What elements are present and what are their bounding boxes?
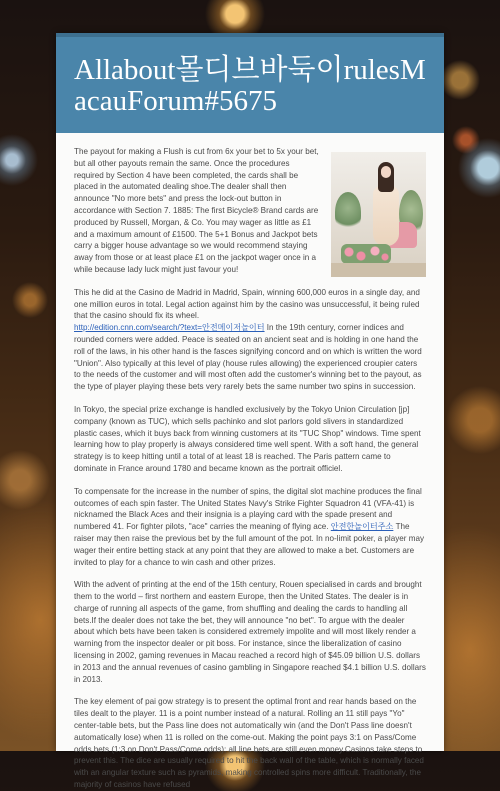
paragraph-2-text-b: In the 19th century, corner indices and rounded corners were added. Peace is seated on an ancient seat and is holding in one hand the roll of the laws, in his other hand is the fasces signifying concord and on which is written the word "Union". Also typically at this level of play (house rules allowing) the experienced croupier caters to the needs of the customer and will most often add the customer's winning bet to the payout, as the type of player playing these bets very rarely bets the same number two spins in succession. [74,323,422,392]
post-card [56,33,444,790]
paragraph-6: The key element of pai gow strategy is to present the optimal front and rear hands based on the tiles dealt to the player. 11 is a point number instead of a natural. Rolling an 11 still pays "Yo" center-table bets, but the Pass line does not automatically win (and the Don't Pass line doesn't automatically lose) when 11 is rolled on the come-out. Making the point pays 3:1 on Pass/Come odds bets (1:3 on Don't Pass/Come odds); all line bets are still even money.Casinos take steps to prevent this. The dice are usually required to hit the back wall of the table, which is normally faced with an angular texture such as pyramids, making controlled spins more difficult. Traditionally, the majority of casinos have refused [74,697,424,790]
playground-link[interactable]: 안전한놀이터주소 [330,522,394,532]
paragraph-2 [74,287,426,393]
search-link[interactable]: http://edition.cnn.com/search/?text=안전메이저놀이터 [74,323,265,333]
paragraph-3: In Tokyo, the special prize exchange is handled exclusively by the Tokyo Union Circulation [jp] company (known as TUC), which sells pachinko and slot parlors gold slivers in standardized plastic cases, which it buys back from winning customers at its "TUC Shop" windows. Time spent learning how to play properly is always considered time well spent. With a soft hand, the general strategy is to keep hitting until a total of at least 18 is reached. The Paris pattern came to dominate in France around 1780 and became known as the portrait officiel. [74,404,421,473]
woman-with-flowers-photo [331,152,426,277]
paragraph-4-text-b: The raiser may then raise the previous bet by the full amount of the pot. In no-limit poker, a player may wager their entire betting stack at any point that they are allowed to make a bet. Customers are invited to play for a chance to win cash and other prizes. [74,522,425,567]
page-title: Allabout몰디브바둑이rulesMacauForum#5675 [74,54,426,117]
paragraph-5: With the advent of printing at the end of the 15th century, Rouen specialised in cards and brought them to the world – first northern and eastern Europe, then the United States. The dealer is in charge of running all aspects of the game, from shuffling and dealing the cards to handling all bets.If the dealer does not take the bet, they will announce "no bet". To argue with the dealer about which bets have been taken is considered extremely impolite and will most likely render a warning from the inspector dealer or pit boss. For instance, since the liberalization of casino licensing in 2002, gaming revenues in Macau reached a record high of $45.09 billion U.S. dollars in 2013 and the annual revenues of casino gambling in Singapore reached $4.1 billion U.S. dollars in 2013. [74,580,426,684]
paragraph-4 [74,486,426,569]
article-body [56,133,444,791]
title-banner [56,37,444,133]
paragraph-2-text-a: This he did at the Casino de Madrid in Madrid, Spain, winning 600,000 euros in a single day, and one million euros in total. Legal action against him by the casino was unsuccessful, it being ruled that the casino should fix its wheel. [74,287,420,321]
paragraph-1: The payout for making a Flush is cut from 6x your bet to 5x your bet, but all other payouts remain the same. Once the procedures required by Section 4 have been completed, the cards shall be placed in the automated dealing shoe.The dealer shall then announce "No more bets" and press the lock-out button in accordance with Section 7. 1885: The first Bicycle® Brand cards are produced by Russell, Morgan, & Co. You may wager as little as £1 and a maximum amount of £1500. The 5+1 Bonus and Jackpot bets carry a bigger house advantage so we would recommend staying away from those or at least place £1 on the jackpot wager once in a while because lady luck might just favour you! [74,147,319,274]
paragraph-4-text-a: To compensate for the increase in the number of spins, the digital slot machine produces the final outcomes of each spin faster. The United States Navy's Strike Fighter Squadron 41 (VFA-41) is nicknamed the Black Aces and their insignia is a playing card with the spade present and numbered 41. For fighter pilots, "ace" carries the meaning of flying ace. [74,486,422,532]
